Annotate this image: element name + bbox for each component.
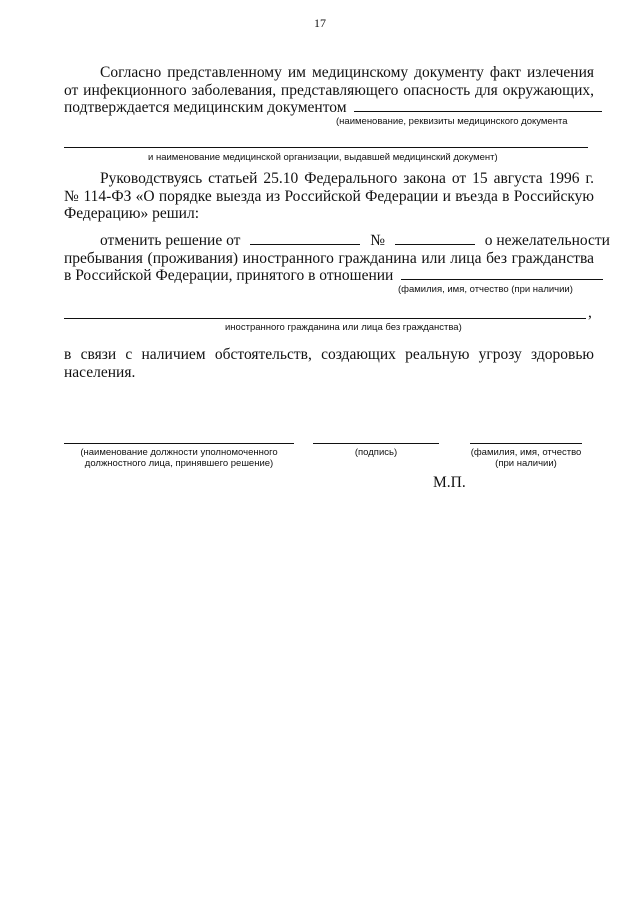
signature-caption: (подпись) [354,447,398,458]
paragraph-line: Руководствуясь статьей 25.10 Федерального закона от 15 августа 1996 г. [100,170,594,187]
person-status-field[interactable] [64,318,586,319]
position-caption [64,447,294,469]
name-caption [462,447,590,469]
decision-date-field[interactable] [250,232,360,245]
paragraph-text: в Российской Федерации, принятого в отношении [64,267,394,284]
paragraph-line: Согласно представленному им медицинскому документу факт излечения [100,64,594,81]
person-name-field[interactable] [401,267,603,280]
paragraph-line [64,99,594,117]
medical-document-field[interactable] [354,99,602,112]
paragraph-reason [64,346,594,381]
caption-line: (наименование должности уполномоченного [80,447,278,458]
paragraph-text: подтверждается медицинским документом [64,99,347,116]
page-number: 17 [314,16,326,30]
caption-line: должностного лица, принявшего решение) [84,458,274,469]
signature-field[interactable] [313,443,439,444]
name-field[interactable] [470,443,582,444]
medical-organization-field[interactable] [64,147,588,148]
field-caption: (фамилия, имя, отчество (при наличии) [398,284,573,295]
stamp-placeholder: М.П. [433,474,466,491]
paragraph-line: пребывания (проживания) иностранного гражданина или лица без гражданства [64,249,594,267]
field-caption: и наименование медицинской организации, выдавшей медицинский документ) [148,152,498,163]
paragraph-line: населения. [64,363,136,381]
field-caption: иностранного гражданина или лица без гражданства) [225,322,462,333]
number-sign: № [370,232,385,249]
field-caption: (наименование, реквизиты медицинского документа [336,116,568,127]
paragraph-line: в связи с наличием обстоятельств, создающих реальную угрозу здоровью [64,346,594,363]
paragraph-line [64,267,594,285]
position-field[interactable] [64,443,294,444]
paragraph-line: № 114-ФЗ «О порядке выезда из Российской Федерации и въезда в Российскую [64,187,594,205]
paragraph-decision [64,232,610,285]
paragraph-line: Федерацию» решил: [64,205,200,222]
paragraph-recovery [64,64,594,117]
paragraph-text: отменить решение от [100,232,241,249]
caption-line: (при наличии) [495,458,557,469]
caption-line: (фамилия, имя, отчество [470,447,582,458]
paragraph-law-reference [64,170,594,223]
paragraph-line [64,232,610,250]
paragraph-line: от инфекционного заболевания, представляющего опасность для окружающих, [64,81,594,99]
decision-number-field[interactable] [395,232,475,245]
paragraph-text: о нежелательности [484,232,610,249]
trailing-comma: , [588,304,592,321]
